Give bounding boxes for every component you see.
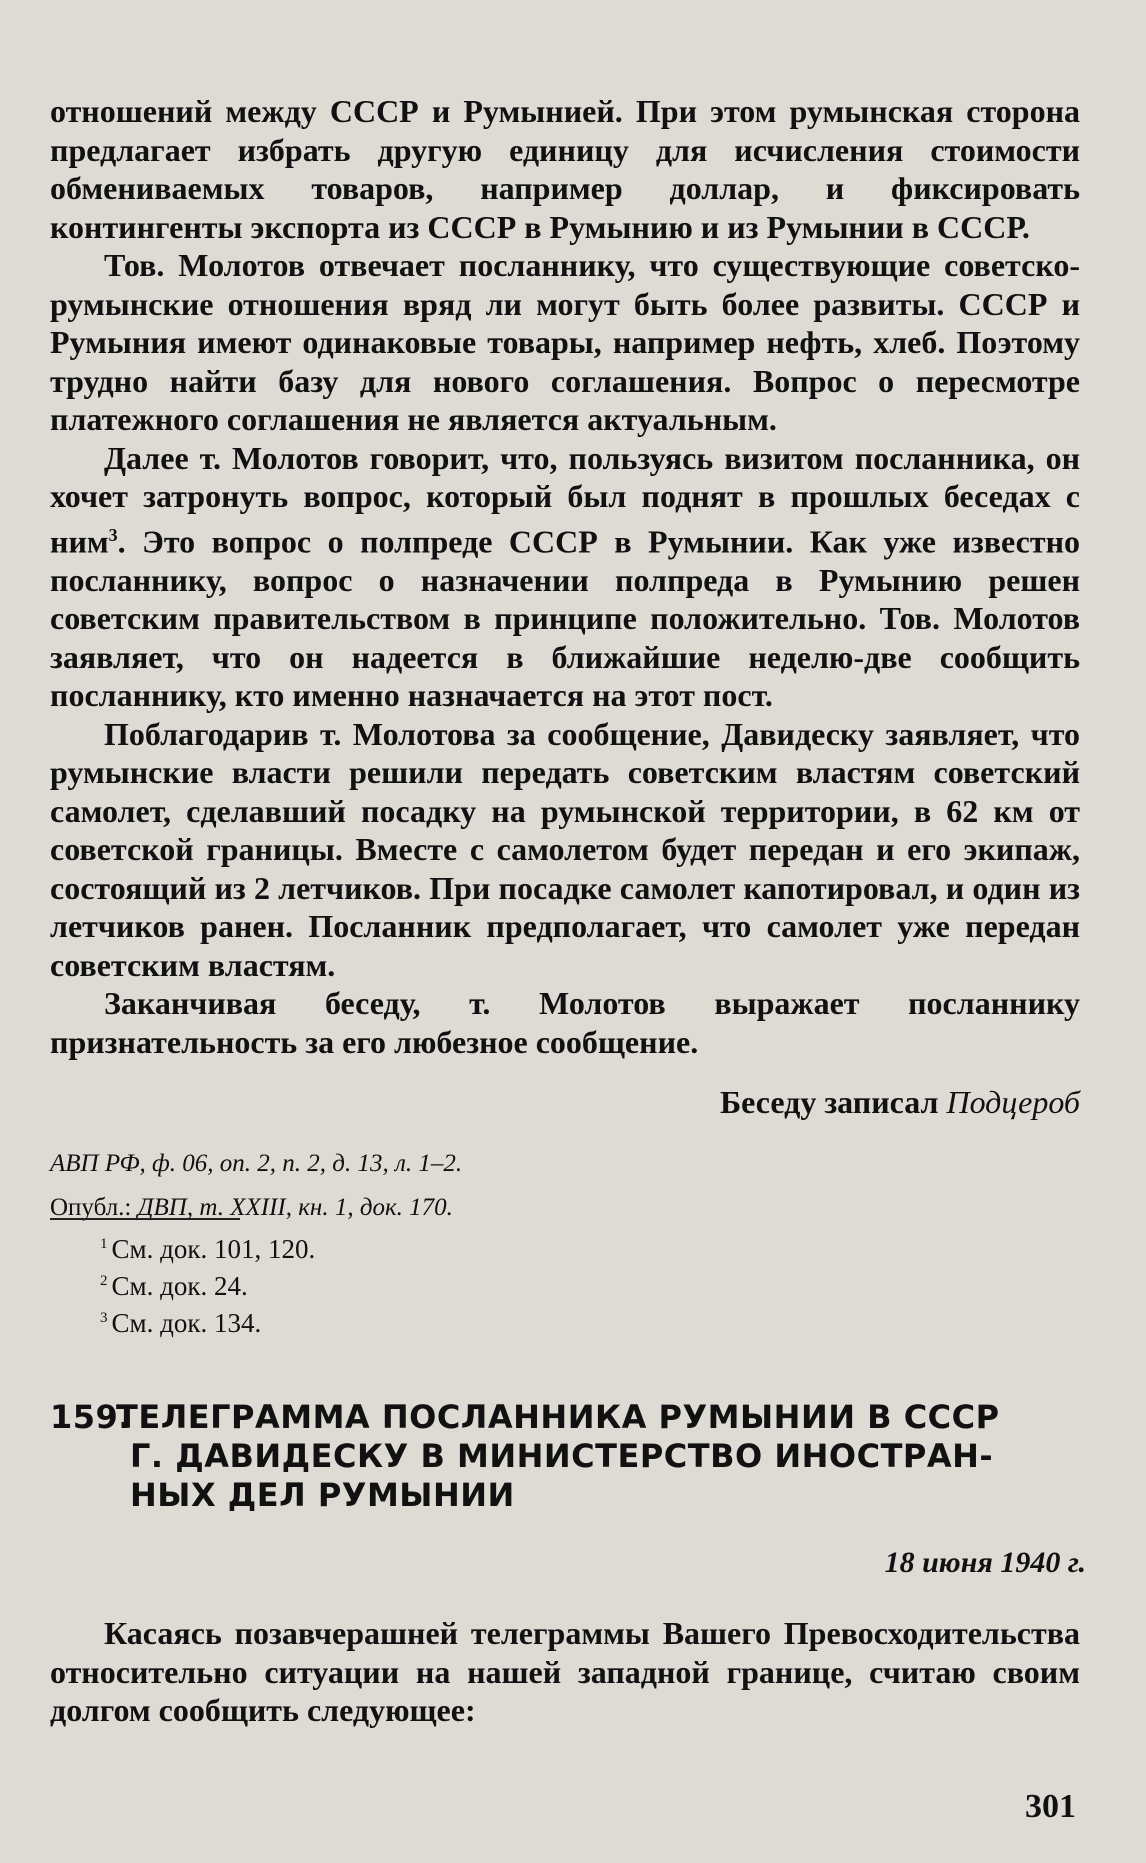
archive-reference: АВП РФ, ф. 06, оп. 2, п. 2, д. 13, л. 1–2. <box>50 1150 463 1178</box>
footnote-3 <box>100 1302 1080 1339</box>
paragraph-4: Поблагодарив т. Молотова за сообщение, Давидеску заявляет, что румынские власти решили передать советским властям советский самолет, сделавший посадку на румынской территории, в 62 км от советской границы. Вместе с самолетом будет передан и его экипаж, состоящий из 2 летчиков. При посадке самолет капотировал, и один из летчиков ранен. Посланник предполагает, что самолет уже передан советским властям. <box>50 715 1080 983</box>
paragraph-3 <box>50 439 1080 715</box>
footnote-1-text: См. док. 101, 120. <box>111 1234 316 1264</box>
paragraph-3-start: Далее т. Молотов говорит, что, пользуясь визитом посланника, он хочет затронуть вопрос, который был поднят в прошлых беседах с ним <box>50 439 1080 560</box>
footnotes <box>50 1228 1080 1339</box>
paragraph-5: Заканчивая беседу, т. Молотов выражает посланнику признательность за его любезное сообщение. <box>50 985 1080 1060</box>
publication-reference <box>50 1191 1080 1225</box>
document-title-line-3: НЫХ ДЕЛ РУМЫНИИ <box>130 1476 515 1514</box>
footnote-ref-3: 3 <box>108 524 118 545</box>
document-title-line-1: ТЕЛЕГРАММА ПОСЛАННИКА РУМЫНИИ В СССР <box>116 1398 1000 1436</box>
publication-label: Опубл.: <box>50 1194 132 1222</box>
footnote-3-text: См. док. 134. <box>111 1308 262 1338</box>
document-title <box>50 1398 1080 1515</box>
footnote-1-num: 1 <box>100 1236 108 1252</box>
paragraph-2: Тов. Молотов отвечает посланнику, что существующие советско-румынские отношения вряд ли могут быть более развиты. СССР и Румыния имеют одинаковые товары, например нефть, хлеб. Поэтому трудно найти базу для нового соглашения. Вопрос о пересмотре платежного соглашения не является актуальным. <box>50 247 1080 437</box>
footnote-3-num: 3 <box>100 1310 108 1326</box>
document-body-paragraph: Касаясь позавчерашней телеграммы Вашего Превосходительства относительно ситуации на нашей западной границе, считаю своим долгом сообщить следующее: <box>50 1615 1080 1728</box>
document-body <box>50 1614 1080 1730</box>
footnote-2-num: 2 <box>100 1273 108 1289</box>
footnote-1 <box>100 1228 1080 1265</box>
document-date: 18 июня 1940 г. <box>884 1546 1086 1579</box>
page-number: 301 <box>1025 1788 1076 1825</box>
signature-name: Подцероб <box>946 1084 1080 1121</box>
footnote-2-text: См. док. 24. <box>111 1271 248 1301</box>
main-text <box>50 92 1080 1225</box>
footnote-2 <box>100 1265 1080 1302</box>
signature-label: Беседу записал <box>720 1084 939 1121</box>
paragraph-3-rest: . Это вопрос о полпреде СССР в Румынии. Как уже известно посланнику, вопрос о назначении полпреда в Румынию решен советским правительством в принципе положительно. Тов. Молотов заявляет, что он надеется в ближайшие неделю-две сообщить посланнику, кто именно назначается на этот пост. <box>50 523 1080 714</box>
document-number: 159. <box>50 1398 131 1436</box>
document-title-line-2: Г. ДАВИДЕСКУ В МИНИСТЕРСТВО ИНОСТРАН- <box>130 1437 994 1475</box>
signature <box>50 1083 1080 1121</box>
publication-text: ДВП, т. XXIII, кн. 1, док. 170. <box>137 1194 453 1222</box>
footnote-divider <box>50 1218 240 1220</box>
paragraph-1: отношений между СССР и Румынией. При этом румынская сторона предлагает избрать другую единицу для исчисления стоимости обмениваемых товаров, например доллар, и фиксировать контингенты экспорта из СССР в Румынию и из Румынии в СССР. <box>50 93 1080 245</box>
